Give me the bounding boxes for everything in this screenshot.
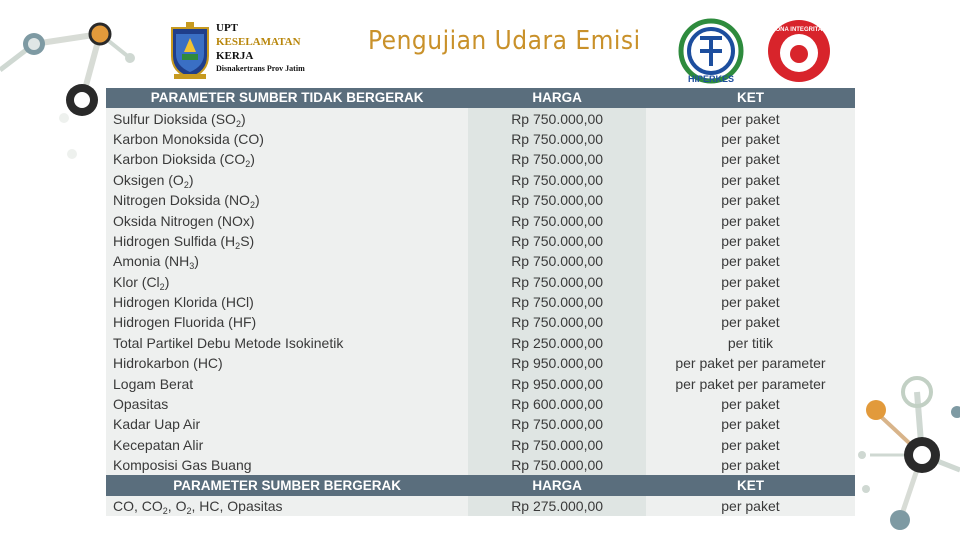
column-header-parameter: PARAMETER SUMBER BERGERAK (106, 475, 468, 495)
logo-line-2: KESELAMATAN (216, 36, 301, 48)
table-row (106, 129, 855, 149)
parameter-cell (106, 435, 468, 455)
parameter-cell (106, 496, 468, 516)
price-cell: Rp 750.000,00 (468, 231, 646, 251)
subscript: 2 (183, 179, 189, 190)
parameter-cell (106, 292, 468, 312)
table-row (106, 414, 855, 434)
parameter-text: ) (254, 192, 260, 209)
parameter-text: Kecepatan Alir (113, 436, 204, 453)
subscript: 2 (159, 281, 165, 292)
parameter-text: Hidrogen Sulfida (H (113, 232, 236, 249)
table-row (106, 333, 855, 353)
price-cell: Rp 750.000,00 (468, 292, 646, 312)
price-cell: Rp 250.000,00 (468, 333, 646, 353)
table-row (106, 455, 855, 475)
note-cell: per paket (646, 170, 855, 190)
parameter-cell (106, 129, 468, 149)
parameter-text: ) (164, 273, 170, 290)
table-row (106, 108, 855, 128)
table-row (106, 272, 855, 292)
parameter-text: ) (194, 253, 199, 270)
table-row (106, 373, 855, 393)
note-cell: per paket per parameter (646, 373, 855, 393)
table-row (106, 190, 855, 210)
table-row (106, 251, 855, 271)
note-cell: per paket (646, 272, 855, 292)
parameter-text: Hidrogen Fluorida (HF) (113, 314, 257, 331)
note-cell: per paket (646, 108, 855, 128)
subscript: 2 (245, 159, 251, 170)
logo-line-4: Disnakertrans Prov Jatim (216, 64, 305, 73)
parameter-text: Sulfur Dioksida (SO (113, 110, 236, 127)
parameter-text: Oksida Nitrogen (NOx) (113, 212, 255, 229)
note-cell: per paket (646, 231, 855, 251)
table-row (106, 394, 855, 414)
price-cell: Rp 750.000,00 (468, 272, 646, 292)
zona-logo-text: ZONA INTEGRITAS (771, 27, 827, 33)
parameter-text: Opasitas (113, 396, 169, 413)
parameter-text: Karbon Dioksida (CO (113, 151, 246, 168)
price-table (106, 88, 855, 516)
note-cell: per paket (646, 312, 855, 332)
parameter-cell (106, 149, 468, 169)
parameter-cell (106, 251, 468, 271)
parameter-text: ) (188, 171, 194, 188)
subscript: 2 (235, 240, 241, 251)
parameter-cell (106, 394, 468, 414)
subscript: 2 (186, 506, 192, 516)
parameter-cell (106, 455, 468, 475)
parameter-cell (106, 170, 468, 190)
price-cell: Rp 950.000,00 (468, 373, 646, 393)
note-cell: per paket (646, 210, 855, 230)
price-cell: Rp 275.000,00 (468, 496, 646, 516)
parameter-cell (106, 414, 468, 434)
note-cell: per paket (646, 455, 855, 475)
column-header-price: HARGA (468, 88, 646, 108)
price-cell: Rp 750.000,00 (468, 312, 646, 332)
table-row (106, 353, 855, 373)
table-row (106, 312, 855, 332)
logo-line-3: KERJA (216, 50, 254, 62)
table-row (106, 435, 855, 455)
price-cell: Rp 750.000,00 (468, 210, 646, 230)
parameter-text: , HC, Opasitas (191, 498, 283, 514)
subscript: 2 (162, 506, 168, 516)
table-row (106, 231, 855, 251)
parameter-text: S) (240, 232, 255, 249)
subscript: 2 (235, 118, 241, 129)
price-cell: Rp 750.000,00 (468, 414, 646, 434)
parameter-text: Hidrokarbon (HC) (113, 355, 223, 372)
column-header-price: HARGA (468, 475, 646, 495)
subscript: 3 (189, 261, 195, 272)
parameter-text: Komposisi Gas Buang (113, 457, 252, 474)
price-cell: Rp 600.000,00 (468, 394, 646, 414)
table-header-mobile (106, 475, 855, 495)
parameter-text: ) (250, 151, 255, 168)
table-row (106, 149, 855, 169)
price-cell: Rp 750.000,00 (468, 190, 646, 210)
parameter-text: ) (240, 110, 246, 127)
note-cell: per paket (646, 149, 855, 169)
logo-line-1: UPT (216, 22, 238, 34)
table-row (106, 292, 855, 312)
table-header-stationary (106, 88, 855, 108)
price-cell: Rp 750.000,00 (468, 108, 646, 128)
table-row (106, 496, 855, 516)
subscript: 2 (249, 200, 255, 211)
parameter-cell (106, 190, 468, 210)
parameter-text: Kadar Uap Air (113, 416, 201, 433)
column-header-note: KET (646, 88, 855, 108)
table-row (106, 170, 855, 190)
east-java-emblem-icon (168, 22, 212, 80)
price-cell: Rp 750.000,00 (468, 251, 646, 271)
column-header-parameter: PARAMETER SUMBER TIDAK BERGERAK (106, 88, 468, 108)
parameter-cell (106, 312, 468, 332)
parameter-text: Karbon Monoksida (CO) (113, 130, 264, 147)
note-cell: per titik (646, 333, 855, 353)
note-cell: per paket (646, 414, 855, 434)
zona-integritas-logo (766, 18, 832, 84)
parameter-cell (106, 272, 468, 292)
price-cell: Rp 750.000,00 (468, 170, 646, 190)
note-cell: per paket (646, 435, 855, 455)
parameter-text: Hidrogen Klorida (HCl) (113, 294, 254, 311)
table-row (106, 210, 855, 230)
note-cell: per paket (646, 190, 855, 210)
price-cell: Rp 950.000,00 (468, 353, 646, 373)
parameter-text: Nitrogen Doksida (NO (113, 192, 250, 209)
note-cell: per paket (646, 129, 855, 149)
hiperkes-logo-text: HIPERKES (687, 74, 735, 84)
note-cell: per paket (646, 394, 855, 414)
parameter-text: , O (167, 498, 187, 514)
parameter-text: Klor (Cl (113, 273, 160, 290)
note-cell: per paket (646, 251, 855, 271)
upt-logo-text (216, 22, 305, 75)
parameter-text: Amonia (NH (113, 253, 190, 270)
hiperkes-logo (676, 16, 746, 86)
parameter-text: CO, CO (113, 498, 163, 514)
price-cell: Rp 750.000,00 (468, 129, 646, 149)
parameter-cell (106, 231, 468, 251)
note-cell: per paket (646, 292, 855, 312)
parameter-cell (106, 108, 468, 128)
price-cell: Rp 750.000,00 (468, 455, 646, 475)
parameter-text: Logam Berat (113, 375, 194, 392)
page-title: Pengujian Udara Emisi (368, 26, 641, 56)
note-cell: per paket (646, 496, 855, 516)
parameter-text: Oksigen (O (113, 171, 184, 188)
price-cell: Rp 750.000,00 (468, 435, 646, 455)
parameter-cell (106, 333, 468, 353)
parameter-text: Total Partikel Debu Metode Isokinetik (113, 334, 344, 351)
parameter-cell (106, 353, 468, 373)
note-cell: per paket per parameter (646, 353, 855, 373)
parameter-cell (106, 210, 468, 230)
column-header-note: KET (646, 475, 855, 495)
price-cell: Rp 750.000,00 (468, 149, 646, 169)
parameter-cell (106, 373, 468, 393)
